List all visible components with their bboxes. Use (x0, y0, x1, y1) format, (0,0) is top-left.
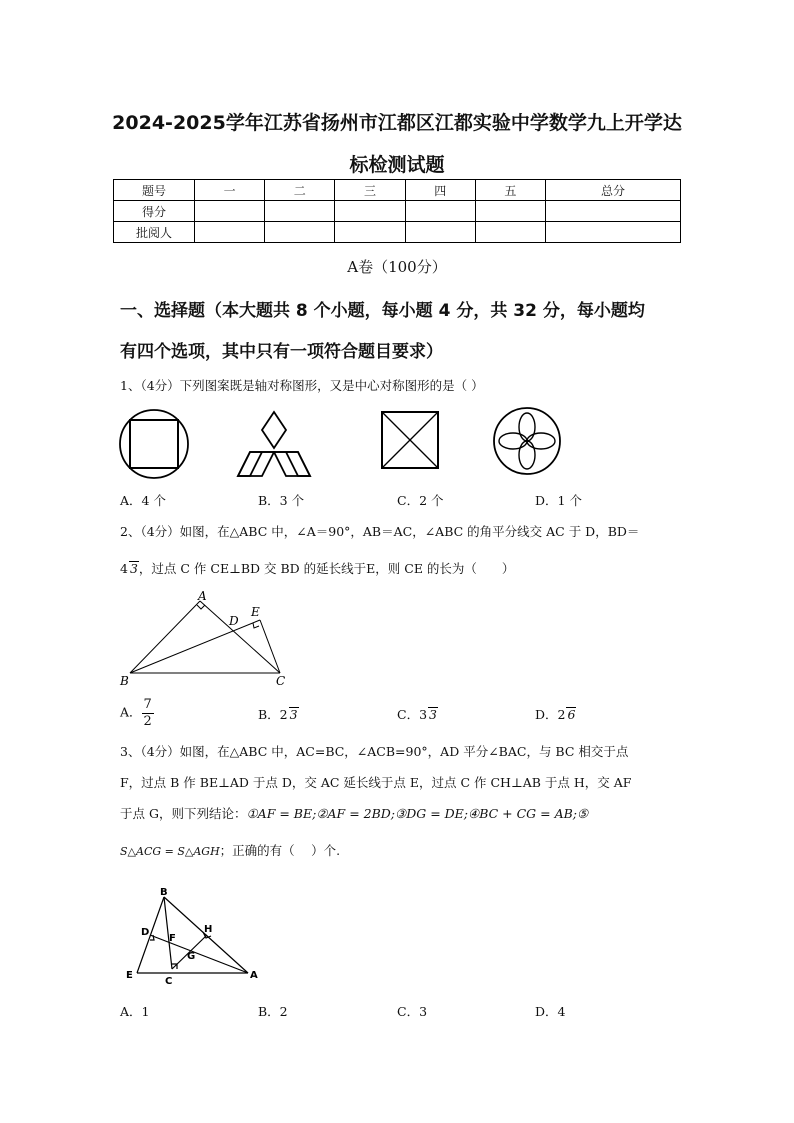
q2-label-b: B (120, 674, 129, 688)
q3-stem-line1: 3、（4分）如图，在△ABC 中，AC=BC，∠ACB=90°，AD 平分∠BAC，与 BC 相交于点 (120, 744, 629, 759)
score-header-cell: 一 (195, 180, 265, 201)
q2-bd-radicand: 3 (129, 561, 138, 576)
q1-stem: 1、（4分）下列图案既是轴对称图形，又是中心对称图形的是（ ） (120, 378, 484, 393)
q1-option-c: C．2 个 (397, 493, 444, 508)
q3-stem-line3-prefix: 于点 G，则下列结论： (120, 806, 247, 821)
q3-label-c: C (165, 976, 173, 987)
q2-option-c-prefix: C．3 (397, 707, 428, 722)
score-cell (335, 201, 405, 222)
q2-option-a (120, 697, 154, 729)
q2-option-a-fraction (142, 697, 154, 729)
q2-label-e: E (251, 605, 260, 619)
title-line2: 标检测试题 (349, 154, 445, 176)
score-table-header-row (114, 180, 681, 201)
q2-stem-line2-rest: ，过点 C 作 CE⊥BD 交 BD 的延长线于E，则 CE 的长为（ ） (138, 561, 515, 576)
score-table (113, 179, 681, 243)
score-cell (405, 201, 475, 222)
q3-label-e: E (126, 970, 133, 981)
score-cell (546, 201, 681, 222)
score-header-cell: 三 (335, 180, 405, 201)
q1-figure-circle-petals (492, 406, 562, 476)
q2-option-a-letter: A． (120, 704, 142, 720)
title-line1: 2024-2025学年江苏省扬州市江都区江都实验中学数学九上开学达 (112, 112, 682, 134)
q3-stem-line4 (120, 841, 695, 859)
q2-option-b-prefix: B．2 (258, 707, 288, 722)
q2-option-d-prefix: D．2 (535, 707, 566, 722)
score-row-label: 得分 (114, 201, 195, 222)
q3-option-c: C．3 (397, 1004, 428, 1019)
q1-figure-square-diagonals (380, 410, 442, 472)
score-header-cell: 五 (475, 180, 545, 201)
q3-figure-triangle (120, 885, 265, 990)
q1-option-d: D．1 个 (535, 493, 582, 508)
q2-option-b (258, 705, 299, 723)
q2-option-c-radicand: 3 (429, 707, 437, 722)
score-cell (265, 201, 335, 222)
q2-option-d-radicand: 6 (567, 707, 576, 722)
score-cell (335, 222, 405, 243)
q2-stem-line1: 2、（4分）如图，在△ABC 中，∠A＝90°，AB＝AC，∠ABC 的角平分线交 AC 于 D，BD＝ (120, 524, 640, 539)
q2-label-a: A (198, 589, 207, 603)
q3-label-d: D (141, 927, 150, 938)
section1-heading-line2: 有四个选项，其中只有一项符合题目要求） (120, 342, 443, 362)
q2-option-d (535, 705, 576, 723)
q2-label-c: C (276, 674, 286, 688)
score-header-cell: 四 (405, 180, 475, 201)
q3-conclusions: ①AF = BE;②AF = 2BD;③DG = DE;④BC + CG = AB;⑤ (246, 806, 589, 821)
q3-option-a: A．1 (120, 1004, 150, 1019)
q2-option-b-radicand: 3 (289, 707, 298, 722)
score-row (114, 201, 681, 222)
score-cell (475, 222, 545, 243)
paper-a-heading: A卷（100分） (347, 258, 447, 276)
q1-figure-circle-square (118, 408, 190, 480)
reviewer-row (114, 222, 681, 243)
score-header-cell: 题号 (114, 180, 195, 201)
score-header-cell: 总分 (546, 180, 681, 201)
score-cell (195, 222, 265, 243)
section1-heading-line1: 一、选择题（本大题共 8 个小题，每小题 4 分，共 32 分，每小题均 (120, 301, 645, 321)
q2-stem-line2 (120, 559, 695, 577)
q1-option-b: B．3 个 (258, 493, 305, 508)
q3-area-formula: S△ACG = S△AGH (120, 845, 220, 858)
q1-figure-three-rhombi (236, 410, 312, 480)
score-cell (405, 222, 475, 243)
q3-stem-line3 (120, 804, 695, 822)
q3-label-a: A (250, 970, 258, 981)
score-header-cell: 二 (265, 180, 335, 201)
score-cell (546, 222, 681, 243)
q3-label-f: F (169, 933, 176, 944)
q2-figure-triangle (118, 590, 298, 690)
q1-option-a: A．4 个 (120, 493, 166, 508)
q2-option-a-denominator: 2 (143, 713, 152, 729)
q3-label-g: G (187, 951, 196, 962)
q3-label-b: B (160, 887, 168, 898)
q2-option-c (397, 705, 438, 723)
q3-option-d: D．4 (535, 1004, 566, 1019)
score-cell (475, 201, 545, 222)
q3-option-b: B．2 (258, 1004, 288, 1019)
q2-label-d: D (229, 614, 239, 628)
score-row-label: 批阅人 (114, 222, 195, 243)
q2-bd-coefficient: 4 (120, 561, 128, 576)
q3-stem-line2: F，过点 B 作 BE⊥AD 于点 D，交 AC 延长线于点 E，过点 C 作 CH⊥AB 于点 H，交 AF (120, 775, 632, 790)
score-cell (195, 201, 265, 222)
q3-stem-line4-rest: ；正确的有（ ）个. (219, 843, 341, 858)
q3-label-h: H (204, 924, 213, 935)
q2-option-a-numerator: 7 (143, 697, 152, 712)
score-cell (265, 222, 335, 243)
